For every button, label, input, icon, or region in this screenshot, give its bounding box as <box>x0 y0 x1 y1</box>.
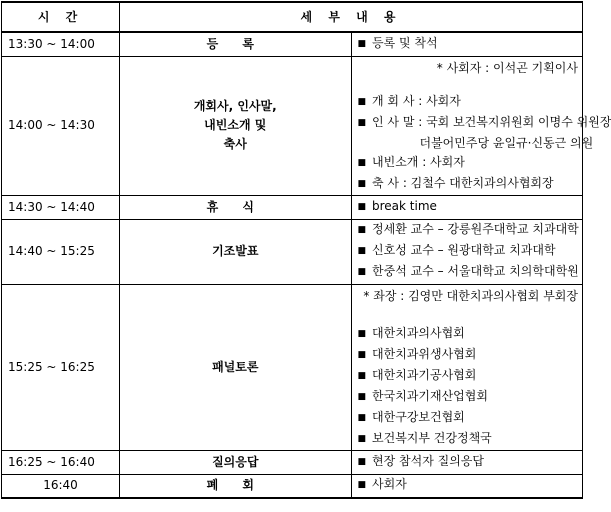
schedule-row-closing <box>2 474 583 498</box>
session-title: 휴 식 <box>120 195 352 219</box>
header-row <box>2 2 583 32</box>
session-title <box>120 56 352 195</box>
detail-item: ■ 대한치과기공사협회 <box>358 366 583 387</box>
schedule-row-break <box>2 195 583 219</box>
time-header: 시 간 <box>2 2 120 32</box>
detail-cell <box>351 284 583 450</box>
session-title-line: 내빈소개 및 <box>204 118 267 132</box>
detail-item: ■ 정세환 교수 – 강릉원주대학교 치과대학 <box>358 220 583 241</box>
detail-item: ■ 사회자 <box>358 475 583 496</box>
schedule-row-qa <box>2 450 583 474</box>
session-title-line: 개회사, 인사말, <box>193 99 277 113</box>
session-title: 기조발표 <box>120 219 352 284</box>
detail-item: ■ 등록 및 착석 <box>358 34 583 55</box>
detail-item: ■ 인 사 말 : 국회 보건복지위원회 이명수 위원장 <box>358 113 583 134</box>
detail-item: ■ break time <box>358 197 583 218</box>
detail-item: ■ 대한구강보건협회 <box>358 408 583 429</box>
session-title: 질의응답 <box>120 450 352 474</box>
detail-cell <box>351 219 583 284</box>
content-header: 세 부 내 용 <box>120 2 583 32</box>
schedule-row-opening <box>2 56 583 195</box>
detail-item: ■ 현장 참석자 질의응답 <box>358 452 583 473</box>
detail-item: ■ 신호성 교수 – 원광대학교 치과대학 <box>358 241 583 262</box>
schedule-row-registration <box>2 32 583 56</box>
time-cell: 13:30 ~ 14:00 <box>2 32 120 56</box>
time-cell: 14:40 ~ 15:25 <box>2 219 120 284</box>
detail-cell <box>351 195 583 219</box>
detail-item: ■ 개 회 사 : 사회자 <box>358 92 583 113</box>
detail-cell <box>351 56 611 195</box>
time-cell: 15:25 ~ 16:25 <box>2 284 120 450</box>
detail-cell <box>351 474 583 498</box>
session-title-line: 축사 <box>223 137 247 151</box>
moderator-note: * 좌장 : 김영만 대한치과의사협회 부회장 <box>363 288 578 303</box>
detail-item: ■ 한국치과기재산업협회 <box>358 387 583 408</box>
schedule-row-panel <box>2 284 583 450</box>
session-title: 패널토론 <box>120 284 352 450</box>
detail-item: ■ 보건복지부 건강정책국 <box>358 429 583 450</box>
session-title: 등 록 <box>120 32 352 56</box>
detail-cell <box>351 450 583 474</box>
detail-item: ■ 내빈소개 : 사회자 <box>358 153 583 174</box>
moderator-note: * 사회자 : 이석곤 기획이사 <box>436 60 578 75</box>
detail-item: ■ 대한치과위생사협회 <box>358 345 583 366</box>
detail-continuation: 더불어민주당 윤일규·신동근 의원 <box>419 135 594 150</box>
time-cell: 16:40 <box>2 474 120 498</box>
time-cell: 14:00 ~ 14:30 <box>2 56 120 195</box>
program-schedule-table <box>1 1 611 499</box>
detail-item: ■ 한중석 교수 – 서울대학교 치의학대학원 <box>358 262 583 283</box>
time-cell: 14:30 ~ 14:40 <box>2 195 120 219</box>
time-cell: 16:25 ~ 16:40 <box>2 450 120 474</box>
session-title: 폐 회 <box>120 474 352 498</box>
detail-item: ■ 축 사 : 김철수 대한치과의사협회장 <box>358 174 583 195</box>
schedule-row-keynote <box>2 219 583 284</box>
detail-item: ■ 대한치과의사협회 <box>358 324 583 345</box>
detail-cell <box>351 32 583 56</box>
